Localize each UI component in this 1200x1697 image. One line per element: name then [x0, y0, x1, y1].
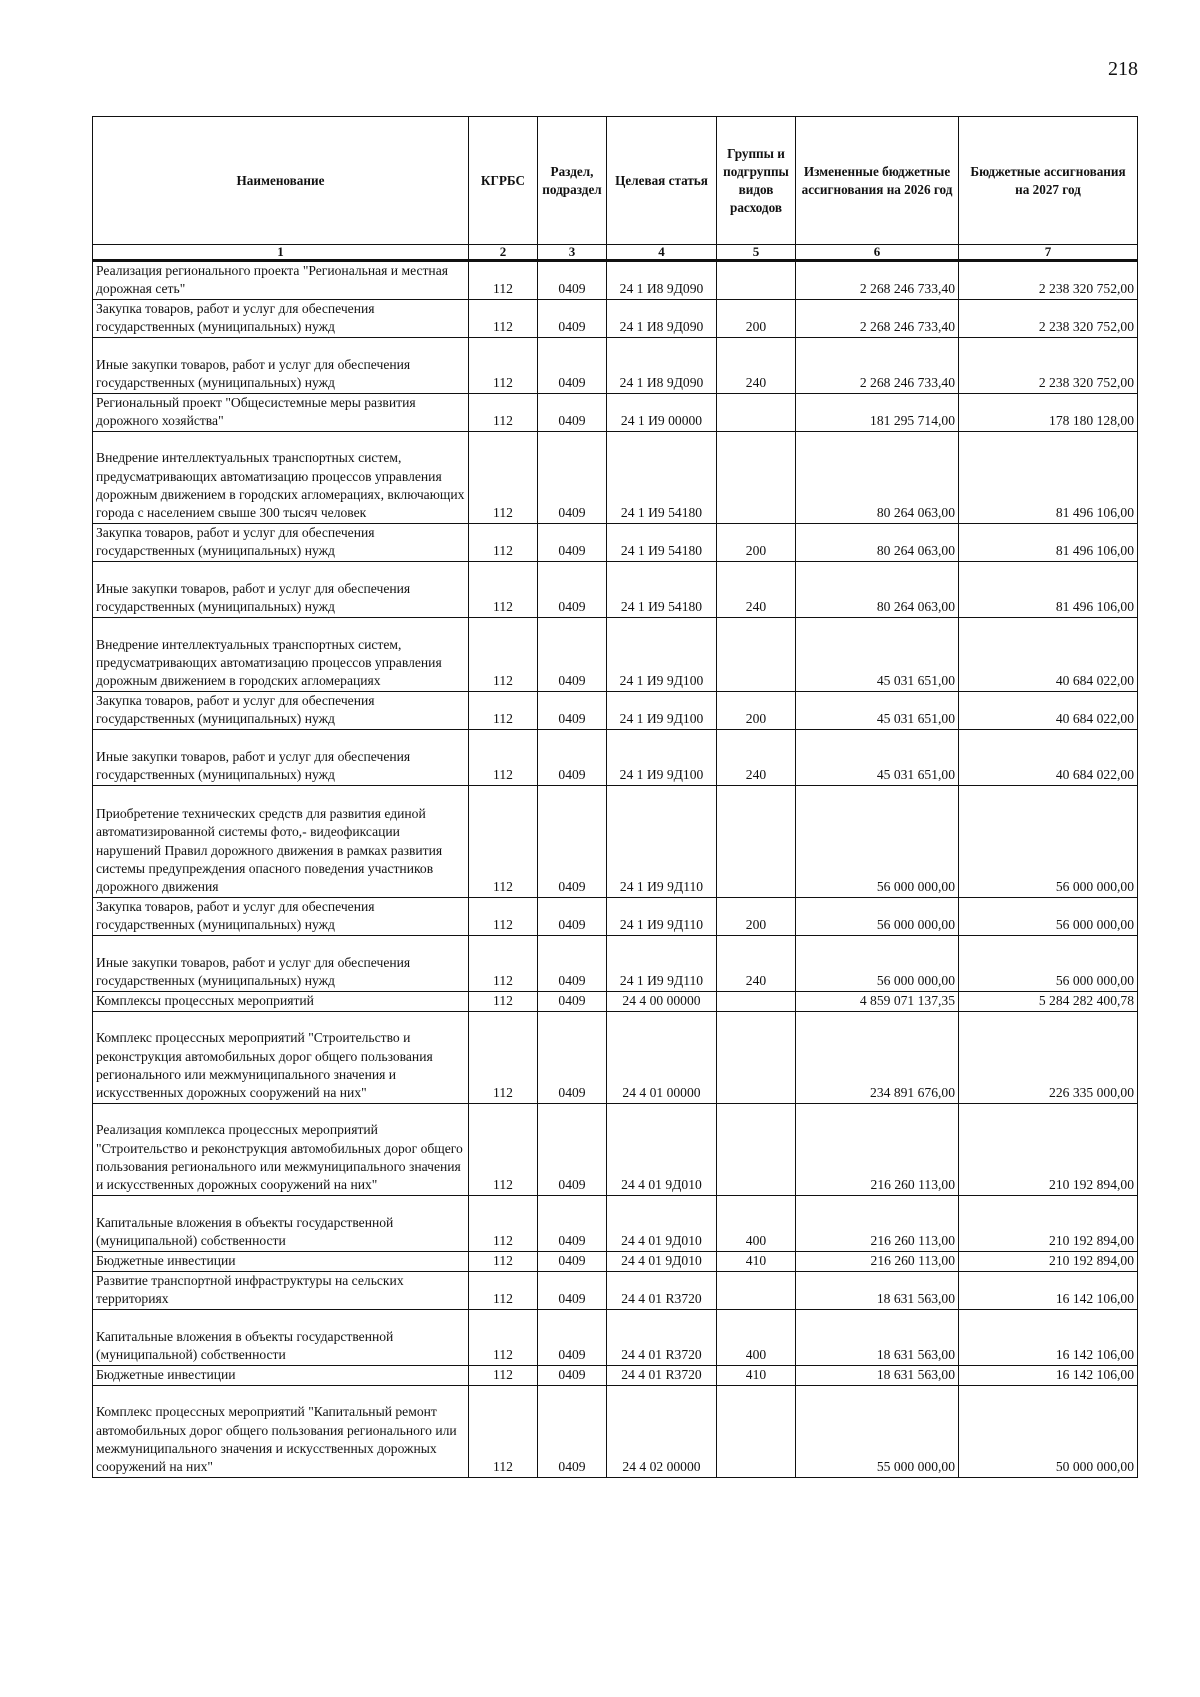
row-statya: 24 4 01 9Д010 [607, 1195, 717, 1251]
row-amount-2026: 216 260 113,00 [796, 1195, 959, 1251]
row-amount-2026: 80 264 063,00 [796, 523, 959, 561]
row-amount-2026: 18 631 563,00 [796, 1271, 959, 1309]
row-amount-2027: 2 238 320 752,00 [959, 337, 1138, 393]
column-number: 3 [538, 245, 607, 261]
row-amount-2026: 18 631 563,00 [796, 1309, 959, 1365]
row-amount-2027: 16 142 106,00 [959, 1365, 1138, 1385]
row-razdel: 0409 [538, 935, 607, 991]
table-row [93, 1365, 1138, 1385]
budget-table [92, 116, 1138, 1478]
row-amount-2027: 56 000 000,00 [959, 897, 1138, 935]
row-kgrbs: 112 [469, 1309, 538, 1365]
row-name: Иные закупки товаров, работ и услуг для обеспечения государственных (муниципальных) нужд [93, 561, 469, 617]
table-row [93, 785, 1138, 897]
row-statya: 24 1 И8 9Д090 [607, 261, 717, 300]
row-kgrbs: 112 [469, 393, 538, 431]
row-amount-2026: 2 268 246 733,40 [796, 337, 959, 393]
row-amount-2027: 2 238 320 752,00 [959, 299, 1138, 337]
row-vid [717, 431, 796, 523]
row-vid [717, 1271, 796, 1309]
row-name: Внедрение интеллектуальных транспортных систем, предусматривающих автоматизацию процессов управления дорожным движением в городских агломерациях [93, 617, 469, 691]
row-amount-2026: 2 268 246 733,40 [796, 299, 959, 337]
row-statya: 24 1 И9 9Д100 [607, 729, 717, 785]
table-row [93, 617, 1138, 691]
row-kgrbs: 112 [469, 729, 538, 785]
row-statya: 24 1 И9 9Д100 [607, 617, 717, 691]
row-name: Иные закупки товаров, работ и услуг для обеспечения государственных (муниципальных) нужд [93, 729, 469, 785]
row-statya: 24 1 И9 9Д100 [607, 691, 717, 729]
row-amount-2027: 210 192 894,00 [959, 1103, 1138, 1195]
row-kgrbs: 112 [469, 785, 538, 897]
row-razdel: 0409 [538, 1365, 607, 1385]
row-vid: 240 [717, 729, 796, 785]
row-vid: 240 [717, 935, 796, 991]
row-statya: 24 1 И9 9Д110 [607, 785, 717, 897]
row-name: Закупка товаров, работ и услуг для обеспечения государственных (муниципальных) нужд [93, 897, 469, 935]
row-vid [717, 785, 796, 897]
page-number: 218 [1108, 58, 1138, 80]
row-kgrbs: 112 [469, 1271, 538, 1309]
row-statya: 24 4 00 00000 [607, 991, 717, 1011]
row-statya: 24 4 01 R3720 [607, 1309, 717, 1365]
row-kgrbs: 112 [469, 299, 538, 337]
row-amount-2027: 5 284 282 400,78 [959, 991, 1138, 1011]
row-kgrbs: 112 [469, 337, 538, 393]
row-amount-2027: 50 000 000,00 [959, 1385, 1138, 1477]
row-amount-2026: 45 031 651,00 [796, 729, 959, 785]
row-statya: 24 1 И8 9Д090 [607, 337, 717, 393]
row-razdel: 0409 [538, 1385, 607, 1477]
row-kgrbs: 112 [469, 1103, 538, 1195]
row-vid [717, 261, 796, 300]
row-kgrbs: 112 [469, 431, 538, 523]
row-razdel: 0409 [538, 431, 607, 523]
row-name: Бюджетные инвестиции [93, 1365, 469, 1385]
row-name: Развитие транспортной инфраструктуры на сельских территориях [93, 1271, 469, 1309]
row-vid: 200 [717, 897, 796, 935]
row-razdel: 0409 [538, 1309, 607, 1365]
row-vid: 400 [717, 1195, 796, 1251]
row-kgrbs: 112 [469, 261, 538, 300]
row-amount-2027: 40 684 022,00 [959, 729, 1138, 785]
row-statya: 24 1 И9 54180 [607, 431, 717, 523]
row-name: Закупка товаров, работ и услуг для обеспечения государственных (муниципальных) нужд [93, 691, 469, 729]
row-razdel: 0409 [538, 1195, 607, 1251]
table-row [93, 393, 1138, 431]
header-razdel: Раздел, подраздел [538, 117, 607, 245]
row-amount-2027: 81 496 106,00 [959, 523, 1138, 561]
row-statya: 24 4 01 R3720 [607, 1271, 717, 1309]
table-row [93, 1271, 1138, 1309]
row-amount-2027: 40 684 022,00 [959, 691, 1138, 729]
row-razdel: 0409 [538, 617, 607, 691]
row-amount-2027: 81 496 106,00 [959, 561, 1138, 617]
column-number: 5 [717, 245, 796, 261]
row-amount-2027: 210 192 894,00 [959, 1251, 1138, 1271]
row-kgrbs: 112 [469, 935, 538, 991]
row-amount-2026: 56 000 000,00 [796, 785, 959, 897]
row-razdel: 0409 [538, 337, 607, 393]
row-amount-2026: 181 295 714,00 [796, 393, 959, 431]
row-amount-2027: 81 496 106,00 [959, 431, 1138, 523]
row-amount-2026: 216 260 113,00 [796, 1251, 959, 1271]
row-name: Комплекс процессных мероприятий "Строительство и реконструкция автомобильных дорог общего пользования регионального или межмуниципального значения и искусственных дорожных сооружений на них" [93, 1011, 469, 1103]
row-kgrbs: 112 [469, 897, 538, 935]
row-name: Комплексы процессных мероприятий [93, 991, 469, 1011]
row-razdel: 0409 [538, 393, 607, 431]
row-name: Иные закупки товаров, работ и услуг для обеспечения государственных (муниципальных) нужд [93, 337, 469, 393]
row-razdel: 0409 [538, 523, 607, 561]
row-amount-2027: 56 000 000,00 [959, 785, 1138, 897]
row-statya: 24 1 И8 9Д090 [607, 299, 717, 337]
row-vid: 410 [717, 1365, 796, 1385]
row-name: Приобретение технических средств для развития единой автоматизированной системы фото,- видеофиксации нарушений Правил дорожного движения в рамках развития системы предупреждения опасного поведения участников дорожного движения [93, 785, 469, 897]
row-statya: 24 1 И9 9Д110 [607, 935, 717, 991]
row-statya: 24 1 И9 54180 [607, 561, 717, 617]
header-name: Наименование [93, 117, 469, 245]
row-amount-2026: 80 264 063,00 [796, 561, 959, 617]
header-2027: Бюджетные ассигнования на 2027 год [959, 117, 1138, 245]
row-amount-2027: 16 142 106,00 [959, 1309, 1138, 1365]
row-name: Региональный проект "Общесистемные меры развития дорожного хозяйства" [93, 393, 469, 431]
header-row [93, 117, 1138, 245]
row-name: Закупка товаров, работ и услуг для обеспечения государственных (муниципальных) нужд [93, 299, 469, 337]
row-name: Реализация регионального проекта "Региональная и местная дорожная сеть" [93, 261, 469, 300]
row-kgrbs: 112 [469, 1195, 538, 1251]
table-row [93, 337, 1138, 393]
table-row [93, 1309, 1138, 1365]
row-amount-2026: 80 264 063,00 [796, 431, 959, 523]
row-razdel: 0409 [538, 691, 607, 729]
row-vid: 240 [717, 561, 796, 617]
row-vid: 200 [717, 299, 796, 337]
row-vid: 410 [717, 1251, 796, 1271]
table-row [93, 431, 1138, 523]
row-vid [717, 393, 796, 431]
row-kgrbs: 112 [469, 561, 538, 617]
row-vid [717, 991, 796, 1011]
header-statya: Целевая статья [607, 117, 717, 245]
table-row [93, 991, 1138, 1011]
row-name: Реализация комплекса процессных мероприятий "Строительство и реконструкция автомобильных дорог общего пользования регионального или межмуниципального значения и искусственных дорожных сооружений на них" [93, 1103, 469, 1195]
table-body [93, 261, 1138, 1478]
row-statya: 24 1 И9 00000 [607, 393, 717, 431]
row-statya: 24 4 01 9Д010 [607, 1103, 717, 1195]
column-number-row [93, 245, 1138, 261]
row-razdel: 0409 [538, 261, 607, 300]
row-razdel: 0409 [538, 729, 607, 785]
row-amount-2027: 210 192 894,00 [959, 1195, 1138, 1251]
row-statya: 24 4 01 R3720 [607, 1365, 717, 1385]
row-amount-2026: 4 859 071 137,35 [796, 991, 959, 1011]
row-razdel: 0409 [538, 299, 607, 337]
row-razdel: 0409 [538, 1271, 607, 1309]
table-row [93, 1385, 1138, 1477]
row-statya: 24 1 И9 9Д110 [607, 897, 717, 935]
table-row [93, 935, 1138, 991]
row-amount-2026: 234 891 676,00 [796, 1011, 959, 1103]
row-razdel: 0409 [538, 1251, 607, 1271]
row-vid: 400 [717, 1309, 796, 1365]
row-amount-2026: 56 000 000,00 [796, 897, 959, 935]
row-amount-2026: 2 268 246 733,40 [796, 261, 959, 300]
table-row [93, 729, 1138, 785]
column-number: 6 [796, 245, 959, 261]
row-kgrbs: 112 [469, 1385, 538, 1477]
row-vid: 200 [717, 523, 796, 561]
row-amount-2026: 18 631 563,00 [796, 1365, 959, 1385]
row-name: Комплекс процессных мероприятий "Капитальный ремонт автомобильных дорог общего пользования регионального или межмуниципального значения и искусственных дорожных сооружений на них" [93, 1385, 469, 1477]
column-number: 4 [607, 245, 717, 261]
row-amount-2027: 16 142 106,00 [959, 1271, 1138, 1309]
row-statya: 24 1 И9 54180 [607, 523, 717, 561]
row-razdel: 0409 [538, 785, 607, 897]
column-number: 1 [93, 245, 469, 261]
table-row [93, 1011, 1138, 1103]
column-number: 2 [469, 245, 538, 261]
row-amount-2026: 45 031 651,00 [796, 691, 959, 729]
table-row [93, 561, 1138, 617]
row-kgrbs: 112 [469, 1011, 538, 1103]
row-amount-2026: 216 260 113,00 [796, 1103, 959, 1195]
row-razdel: 0409 [538, 991, 607, 1011]
row-amount-2027: 40 684 022,00 [959, 617, 1138, 691]
row-kgrbs: 112 [469, 1365, 538, 1385]
row-amount-2027: 178 180 128,00 [959, 393, 1138, 431]
row-name: Внедрение интеллектуальных транспортных систем, предусматривающих автоматизацию процессов управления дорожным движением в городских агломерациях, включающих города с населением свыше 300 тысяч человек [93, 431, 469, 523]
row-name: Иные закупки товаров, работ и услуг для обеспечения государственных (муниципальных) нужд [93, 935, 469, 991]
row-name: Бюджетные инвестиции [93, 1251, 469, 1271]
row-kgrbs: 112 [469, 1251, 538, 1271]
row-vid [717, 1103, 796, 1195]
row-kgrbs: 112 [469, 617, 538, 691]
row-kgrbs: 112 [469, 523, 538, 561]
row-kgrbs: 112 [469, 991, 538, 1011]
row-vid: 240 [717, 337, 796, 393]
row-statya: 24 4 02 00000 [607, 1385, 717, 1477]
row-name: Капитальные вложения в объекты государственной (муниципальной) собственности [93, 1195, 469, 1251]
row-statya: 24 4 01 00000 [607, 1011, 717, 1103]
row-razdel: 0409 [538, 897, 607, 935]
column-number: 7 [959, 245, 1138, 261]
table-row [93, 1251, 1138, 1271]
table-row [93, 261, 1138, 300]
row-amount-2026: 56 000 000,00 [796, 935, 959, 991]
row-statya: 24 4 01 9Д010 [607, 1251, 717, 1271]
table-row [93, 691, 1138, 729]
header-kgrbs: КГРБС [469, 117, 538, 245]
row-razdel: 0409 [538, 1011, 607, 1103]
header-2026: Измененные бюджетные ассигнования на 2026 год [796, 117, 959, 245]
row-amount-2026: 55 000 000,00 [796, 1385, 959, 1477]
row-amount-2027: 56 000 000,00 [959, 935, 1138, 991]
table-row [93, 523, 1138, 561]
row-razdel: 0409 [538, 561, 607, 617]
row-name: Капитальные вложения в объекты государственной (муниципальной) собственности [93, 1309, 469, 1365]
table-row [93, 1195, 1138, 1251]
table-row [93, 299, 1138, 337]
row-vid: 200 [717, 691, 796, 729]
row-razdel: 0409 [538, 1103, 607, 1195]
row-vid [717, 1011, 796, 1103]
row-amount-2027: 2 238 320 752,00 [959, 261, 1138, 300]
row-amount-2026: 45 031 651,00 [796, 617, 959, 691]
table-row [93, 1103, 1138, 1195]
header-vid: Группы и подгруппы видов расходов [717, 117, 796, 245]
table-row [93, 897, 1138, 935]
row-kgrbs: 112 [469, 691, 538, 729]
row-amount-2027: 226 335 000,00 [959, 1011, 1138, 1103]
row-vid [717, 617, 796, 691]
row-name: Закупка товаров, работ и услуг для обеспечения государственных (муниципальных) нужд [93, 523, 469, 561]
row-vid [717, 1385, 796, 1477]
